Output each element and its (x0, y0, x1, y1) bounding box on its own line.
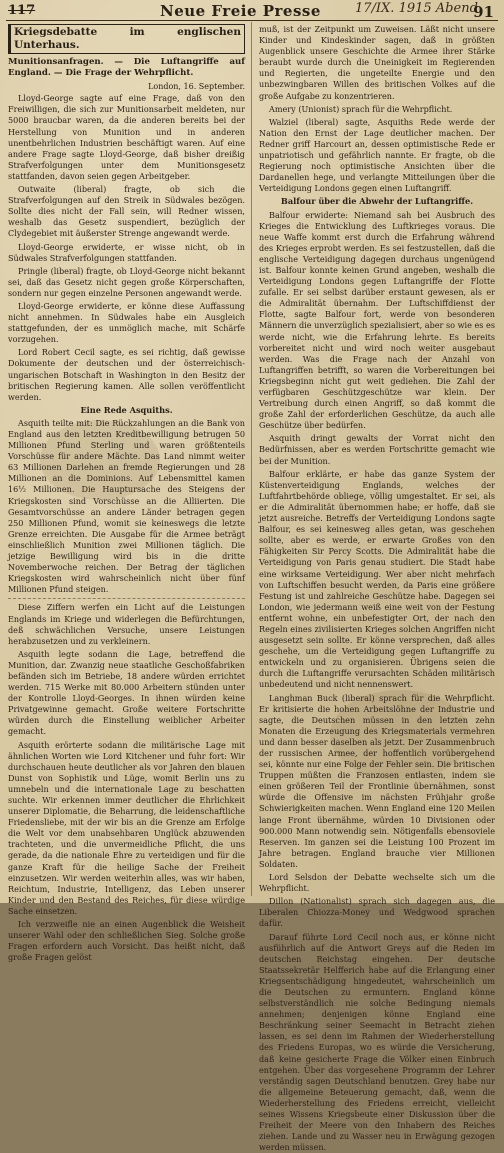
dateline: London, 16. September. (8, 81, 245, 92)
paragraph: Lord Selsdon der Debatte wechselte sich um die Wehrpflicht. (259, 872, 495, 894)
paragraph: Langhman Buck (liberal) sprach für die Wehrpflicht. Er kritisierte die hohen Arbeitslöhne der Industrie und sagte, die Deutschen müssen in den letzten zehn Monaten die Erzeugung des Kriegsmaterials vermehren und dann besser daselben als jetzt. Der Zusammenbruch der russischen Armee, der hoffentlich vorübergehend sei, könnte nur eine Folge der Fehler sein. Die britischen Truppen müßten die Franzosen entlasten, indem sie einen größeren Teil der Frontlinie übernähmen, sonst würde die Offensive im nächsten Frühjahr große Schwierigkeiten machen. Wenn England eine 120 Meilen lange Front übernähme, würden 10 Divisionen oder 900.000 Mann notwendig sein. Nötigenfalls ebensoviele Reserven. Im ganzen sei die Leistung 100 Prozent im Jahre betragen. England brauche vier Millionen Soldaten. (259, 693, 495, 871)
paragraph: Lloyd-George erwiderte, er könne diese Auffassung nicht annehmen. In Südwales habe ein Ausgleich stattgefunden, der es unmöglich mache, mit Schärfe vorzugehen. (8, 301, 245, 345)
paragraph: Asquith legte sodann die Lage, betreffend die Munition, dar. Zwanzig neue staatliche Geschoßfabriken befänden sich im Betriebe, 18 andere würden errichtet werden. 715 Werke mit 80.000 Arbeitern stünden unter der Kontrolle Lloyd-Georges. In ihnen würden keine Privatgewinne gemacht. Große weitere Fortschritte würden durch die Einstellung weiblicher Arbeiter gemacht. (8, 649, 245, 738)
paragraph: Pringle (liberal) fragte, ob Lloyd-George nicht bekannt sei, daß das Gesetz nicht gegen große Körperschaften, sondern nur gegen einzelne Personen angewandt werde. (8, 266, 245, 299)
paragraph: Balfour erklärte, er habe das ganze System der Küstenverteidigung Englands, welches der Luftfahrtbehörde obliege, völlig umgestaltet. Er sei, als er die Admiralität übernommen habe; er hoffe, daß sie jetzt ausreiche. Betreffs der Verteidigung Londons sagte Balfour, es sei keinesweg alles getan, was geschehen sollte, aber es werde, er erwarte Großes von den Fähigkeiten Sir Percy Scotts. Die Admiralität habe die Verteidigung von Paris genau studiert. Die Stadt habe eine wirksame Verteidigung. Wer aber nicht mehrfach von Luftschiffen besucht werden, da Paris eine größere Festung ist und zahlreiche Geschütze habe. Dagegen sei London, wie jedermann weiß eine weit von der Festung entfernt wohne, ein unbefestigter Ort, der nach den Regeln eines zivilisierten Krieges solchen Angriffen nicht ausgesetzt sein sollte. Er könne versprechen, daß alles geschehe, um die Verteidigung gegen Luftangriffe zu entwickeln und zu organisieren. Übrigens seien die durch die Luftangriffe verursachten Schäden militärisch unbedeutend und nicht nennenswert. (259, 469, 495, 691)
paragraph: Diese Ziffern werfen ein Licht auf die Leistungen Englands im Kriege und widerlegen die Befürchtungen, deß schwächlichen Versuche, unsere Leistungen herabzusetzen und zu verkleinern. (8, 602, 245, 646)
right-column (259, 24, 495, 896)
fold-line (8, 598, 245, 599)
paragraph: Lord Robert Cecil sagte, es sei richtig, daß gewisse Dokumente der deutschen und der österreichisch-ungarischen Botschaft in Washington in den Besitz der britischen Regierung kamen. Alle sollen veröffentlicht werden. (8, 347, 245, 402)
paragraph: Lloyd-George sagte auf eine Frage, daß von den Freiwilligen, die sich zur Munitionsarbeit meldeten, nur 5000 braucbar waren, da die anderen bereits bei der Herstellung von Munition und in anderen unentbehrlichen Industrien beschäftigt waren. Auf eine andere Frage sagte Lloyd-George, daß bisher dreißig Strafverfolgungen unter dem Munitionsgesetz stattfanden, davon seien gegen Arbeitgeber. (8, 93, 245, 182)
handwritten-date-note: 17/IX. 1915 Abend (355, 1, 478, 16)
paragraph: Balfour erwiderte: Niemand sah bei Ausbruch des Krieges die Entwicklung des Luftkrieges voraus. Die neue Waffe kommt erst durch die Erfahrung während des Krieges erprobt werden. Es sei festzustellen, daß die englische Verteidigung dagegen durchaus ungenügend ist. Balfour konnte keinen Grund angeben, weshalb die Verteidigung Londons gegen Luftangriffe der Flotte zufalle. Er sei selbst darüber erstaunt gewesen, als er die Admiralität übernahm. Der Luftschiffdienst der Flotte, sagte Balfour fort, werde von besonderen Männern die unverzüglich spezialisiert, aber so wie es es werde nicht, wie die Erfahrung lehrte. Es bereits vorbereitet nicht und wird noch weiter ausgebaut werden. Was die Frage nach der Anzahl von Luftangriffen betrifft, so waren die Vorbereitungen bei Kriegsbeginn nicht gut weit gediehen. Die Zahl der verfügbaren Geschützgeschütze war klein. Der Vertreibung durch einen Angriff, so daß kommt die große Zahl der erforderlichen Geschütze, da auch alle Geschütze über bedürfen. (259, 210, 495, 432)
article-subhead: Munitionsanfragen. — Die Luftangriffe auf England. — Die Frage der Wehrpflicht. (8, 57, 245, 79)
paragraph: Asquith dringt gewalts der Vorrat nicht den Bedürfnissen, aber es werden Fortschritte gemacht wie bei der Munition. (259, 433, 495, 466)
article-title: Kriegsdebatte im englischen Unterhaus. (8, 24, 245, 54)
left-column (8, 24, 245, 896)
paragraph: muß, ist der Zeitpunkt um Zuweisen. Läßt nicht unsere Kinder und Kindeskinder sagen, daß in größten Augenblick unsere Geschichte die Armee ihrer Stärke beraubt wurde durch die Uneinigkeit im Regierenden und Regierten, die ungeteilte Energie und den unbezwingbaren Willen des britischen Volkes auf die große Aufgabe zu konzentrieren. (259, 24, 495, 102)
paragraph: Darauf führte Lord Cecil noch aus, er könne nicht ausführlich auf die Antwort Greys auf die Reden im deutschen Reichstag eingehen. Der deutsche Staatssekretär Helfferich habe auf die Erlangung einer Kriegsentschädigung hingedeutet, wahrscheinlich um die Deutschen zu ermuntern. England könne selbstverständlich nie solche Bedingung niemals annehmen; denjenigen könne England eine Beschränkung seiner Seemacht in Betracht ziehen lassen, es sei denn im Rahmen der Wiederherstellung des Friedens Europas, wo es würde die Versicherung, daß keine gesicherte Frage die Völker einen Einbruch entgehen. Über das vorgesehene Programm der Lehrer verständig sagen Deutschland benutzen. Grey habe nur die allgemeine Beteuerung gemacht, daß, wenn die Wiederherstellung des Friedens erreicht, vielleicht seines Wissens Kriegsbeute einer Diskussion über die Freiheit der Meere von den Inhabern des Reiches ziehen. Lande und zu Wasser neu in Erwägung gezogen werden müssen. (259, 932, 495, 1153)
page-number-right: 91 (473, 3, 494, 21)
masthead: Neue Freie Presse (160, 2, 321, 20)
paragraph: Asquith erörterte sodann die militärische Lage mit ähnlichen Worten wie Lord Kitchener und fuhr fort: Wir durchschauen heute deutlicher als vor Jahren den blauen Dunst von Sophistik und Lüge, womit Berlin uns zu umnebeln und die internationale Lage zu beschatten suchte. Wir erkennen immer deutlicher die Ehrlichkeit unserer Diplomatie, die Beharrung, die leidenschaftliche Friedensliebe, mit der wir bis an die Grenze am Erfolge die Welt vor dem unabsehbaren Unglück abzuwenden trachteten, und die unvermeidliche Pflicht, die uns gerade, da die nationale Ehre zu verteidigen und für die ganze Kraft für die heilige Sache der Freiheit einzusetzen. Wir werden weiterhin alles, was wir haben, Reichtum, Industrie, Intelligenz, das Leben unserer Kinder und den Bestand des Reiches, für diese würdige Sache einsetzen. (8, 740, 245, 918)
paragraph: Walziel (liberal) sagte, Asquiths Rede werde der Nation den Ernst der Lage deutlicher machen. Der Redner griff Harcourt an, dessen optimistische Rede er unpatriotisch und gefährlich nannte. Er fragte, ob die Regierung noch optimistische Ansichten über die Dardanellen hege, und verlangte Mitteilungen über die Verteidigung Londons gegen einen Luftangriff. (259, 117, 495, 195)
section-heading: Eine Rede Asquiths. (8, 405, 245, 416)
column-divider (251, 22, 252, 896)
paragraph: Asquith teilte mit: Die Rückzahlungen an die Bank von England aus den letzten Kreditbewilligung betrugen 50 Millionen Pfund Sterling und waren größtenteils Vorschüsse für andere Mächte. Das Land nimmt weiter 63 Millionen Darlehen an fremde Regierungen und 28 Millionen an die Dominions. Auf Lebensmittel kamen 16½ Millionen. Die Hauptursache des Steigens der Kriegskosten sind Vorschüsse an die Alliierten. Die Gesamtvorschüsse an andere Länder betragen gegen 250 Millionen Pfund, womit sie keineswegs die letzte Grenze erreichten. Die Ausgabe für die Armee beträgt einschließlich Munition zwei Millionen täglich. Die jetzige Bewilligung wird bis in die dritte Novemberwoche reichen. Der Betrag der täglichen Kriegskosten wird wahrscheinlich nicht über fünf Millionen Pfund steigen. (8, 418, 245, 596)
paragraph: Amery (Unionist) sprach für die Wehrpflicht. (259, 104, 495, 115)
paragraph: Ich verzweifle nie an einen Augenblick die Weisheit unserer Wahl oder den schließlichen Sieg. Solche große Fragen erfordern auch Vorsicht. Das heißt nicht, daß große Fragen gelöst (8, 919, 245, 963)
paragraph: Outwaite (liberal) fragte, ob sich die Strafverfolgungen auf den Streik in Südwales bezögen. Sollte dies nicht der Fall sein, will Redner wissen, weshalb das Gesetz suspendiert, bezüglich der Clydegebiet mit äußerster Strenge angewandt werde. (8, 184, 245, 239)
page-number-left: 117 (8, 3, 35, 18)
page-header (0, 0, 504, 22)
paragraph: Lloyd-George erwiderte, er wisse nicht, ob in Südwales Strafverfolgungen stattfanden. (8, 242, 245, 264)
header-rule (6, 20, 498, 21)
section-heading: Balfour über die Abwehr der Luftangriffe. (259, 196, 495, 207)
paragraph: Dillon (Nationalist) sprach sich dagegen aus, die Liberalen Chiozza-Money und Wedgwood sprachen dafür. (259, 896, 495, 929)
